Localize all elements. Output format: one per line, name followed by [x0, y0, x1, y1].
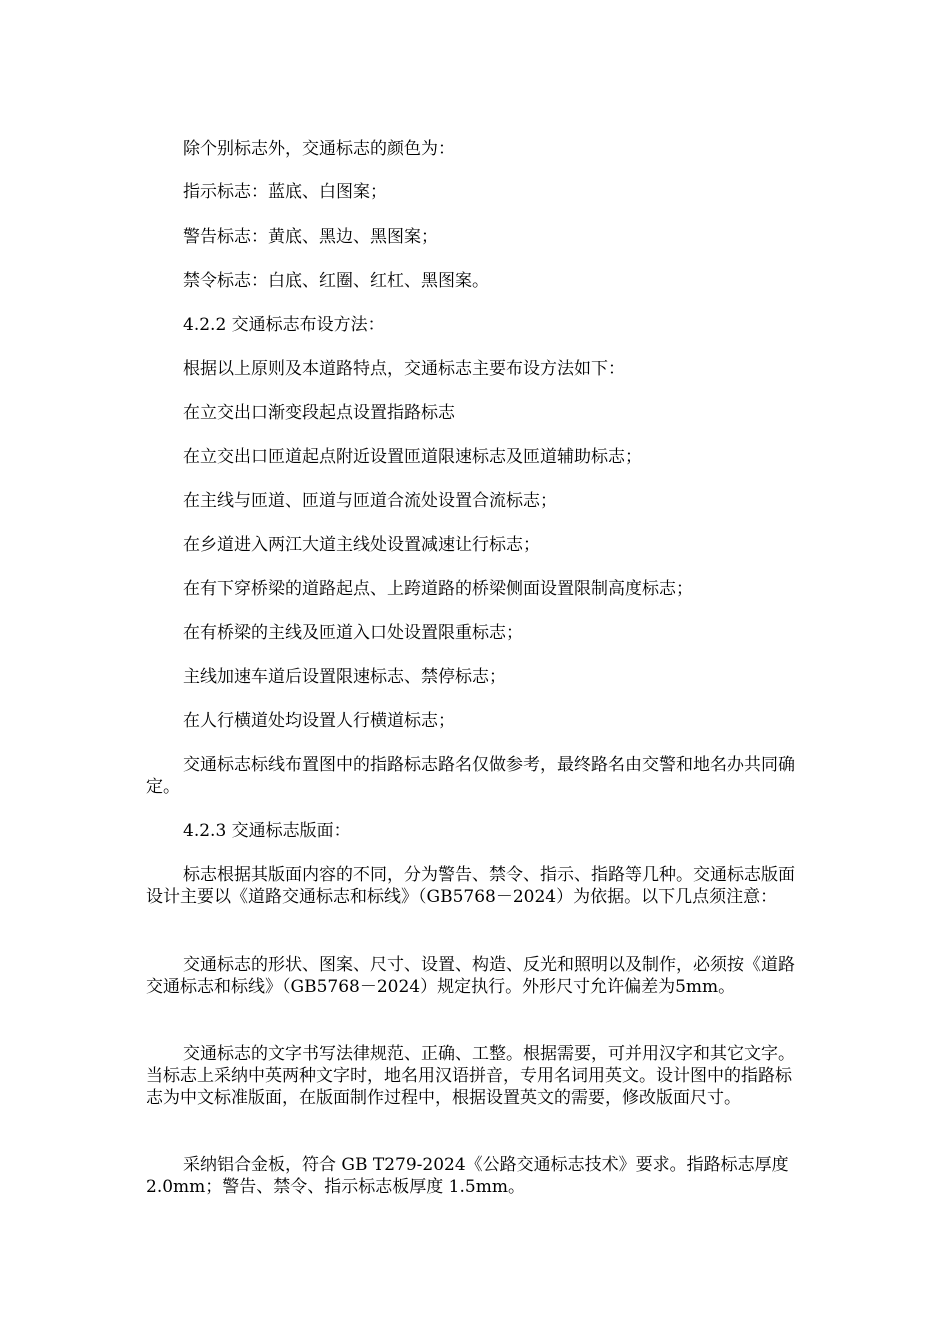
list-item-weight-limit-sign: 在有桥梁的主线及匝道入口处设置限重标志； — [183, 623, 523, 643]
list-item-merge-sign: 在主线与匝道、匝道与匝道合流处设置合流标志； — [183, 491, 557, 511]
list-item-height-limit-sign: 在有下穿桥梁的道路起点、上跨道路的桥梁侧面设置限制高度标志； — [183, 579, 693, 599]
list-item-crosswalk-sign: 在人行横道处均设置人行横道标志； — [183, 711, 455, 731]
list-item-guide-sign: 在立交出口渐变段起点设置指路标志 — [183, 403, 455, 423]
paragraph-warning-sign: 警告标志：黄底、黑边、黑图案； — [183, 227, 438, 247]
paragraph-road-name-note: 交通标志标线布置图中的指路标志路名仅做参考，最终路名由交警和地名办共同确定。 — [146, 755, 795, 797]
paragraph-material: 采纳铝合金板，符合 GB T279-2024《公路交通标志技术》要求。指路标志厚度 2.0mm；警告、禁令、指示标志板厚度 1.5mm。 — [146, 1155, 789, 1197]
paragraph-color-intro: 除个别标志外，交通标志的颜色为： — [183, 139, 455, 159]
paragraph-prohibition-sign: 禁令标志：白底、红圈、红杠、黑图案。 — [183, 271, 489, 291]
list-item-yield-sign: 在乡道进入两江大道主线处设置减速让行标志； — [183, 535, 540, 555]
list-item-speed-no-parking-sign: 主线加速车道后设置限速标志、禁停标志； — [183, 667, 506, 687]
paragraph-sign-text: 交通标志的文字书写法律规范、正确、工整。根据需要，可并用汉字和其它文字。当标志上采纳中英两种文字时，地名用汉语拼音，专用名词用英文。设计图中的指路标志为中文标准版面，在版面制作过程中，根据设置英文的需要，修改版面尺寸。 — [146, 1044, 795, 1108]
paragraph-sign-categories: 标志根据其版面内容的不同，分为警告、禁令、指示、指路等几种。交通标志版面设计主要以《道路交通标志和标线》（GB5768－2024）为依据。以下几点须注意： — [146, 865, 795, 907]
section-heading-4-2-2: 4.2.2 交通标志布设方法： — [183, 315, 385, 335]
section-heading-4-2-3: 4.2.3 交通标志版面： — [183, 821, 351, 841]
paragraph-indication-sign: 指示标志：蓝底、白图案； — [183, 182, 387, 202]
paragraph-layout-intro: 根据以上原则及本道路特点，交通标志主要布设方法如下： — [183, 359, 625, 379]
list-item-ramp-speed-sign: 在立交出口匝道起点附近设置匝道限速标志及匝道辅助标志； — [183, 447, 642, 467]
paragraph-sign-specs: 交通标志的形状、图案、尺寸、设置、构造、反光和照明以及制作，必须按《道路交通标志和标线》（GB5768－2024）规定执行。外形尺寸允许偏差为5mm。 — [146, 955, 795, 997]
